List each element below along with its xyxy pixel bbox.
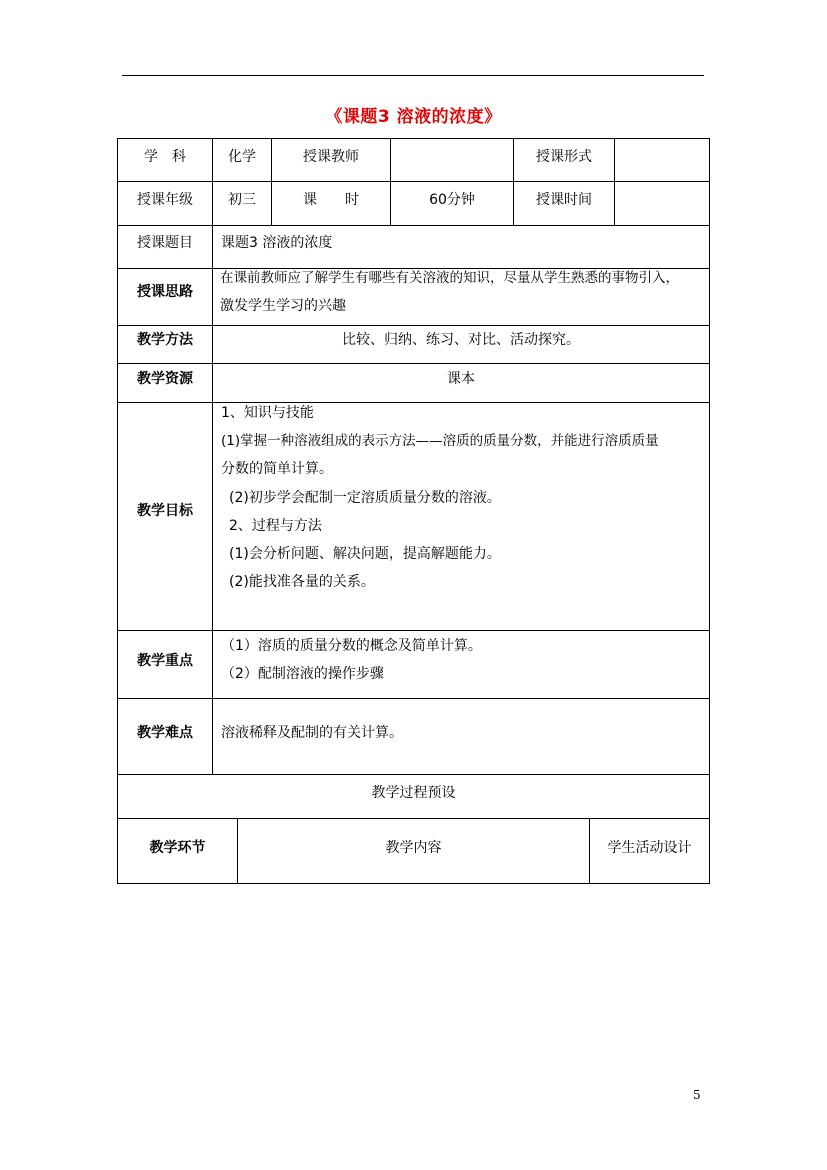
key-line: （2）配制溶液的操作步骤 bbox=[221, 666, 384, 682]
topic-label: 授课题目 bbox=[137, 235, 193, 251]
document-title: 《课题3 溶液的浓度》 bbox=[325, 107, 502, 127]
form-label: 授课形式 bbox=[536, 149, 592, 165]
goals-line: 1、知识与技能 bbox=[221, 405, 314, 421]
grade-label: 授课年级 bbox=[137, 192, 193, 208]
hours-label: 课 时 bbox=[303, 192, 359, 208]
resource-label: 教学资源 bbox=[137, 371, 193, 387]
teacher-label: 授课教师 bbox=[303, 149, 359, 165]
resource-value: 课本 bbox=[447, 371, 475, 387]
goals-label: 教学目标 bbox=[137, 503, 193, 519]
goals-line: 2、过程与方法 bbox=[229, 518, 322, 534]
key-label: 教学重点 bbox=[137, 653, 193, 669]
page-number: 5 bbox=[693, 1088, 701, 1102]
idea-line-1: 在课前教师应了解学生有哪些有关溶液的知识，尽量从学生熟悉的事物引入， bbox=[220, 270, 679, 286]
idea-line-2: 激发学生学习的兴趣 bbox=[220, 298, 346, 314]
subject-value: 化学 bbox=[228, 149, 256, 165]
goals-line: (2)初步学会配制一定溶质质量分数的溶液。 bbox=[229, 490, 501, 506]
difficulty-value: 溶液稀释及配制的有关计算。 bbox=[221, 725, 403, 741]
topic-value: 课题3 溶液的浓度 bbox=[221, 235, 333, 251]
col-stage-header: 教学环节 bbox=[149, 840, 206, 856]
time-label: 授课时间 bbox=[536, 192, 592, 208]
method-value: 比较、归纳、练习、对比、活动探究。 bbox=[342, 332, 580, 348]
process-header: 教学过程预设 bbox=[371, 785, 456, 801]
col-student-header: 学生活动设计 bbox=[607, 840, 692, 856]
goals-line: 分数的简单计算。 bbox=[221, 461, 333, 477]
method-label: 教学方法 bbox=[137, 332, 193, 348]
key-line: （1）溶质的质量分数的概念及简单计算。 bbox=[221, 638, 482, 654]
col-content-header: 教学内容 bbox=[385, 840, 442, 856]
subject-label: 学 科 bbox=[144, 149, 186, 165]
idea-label: 授课思路 bbox=[137, 284, 193, 300]
goals-line: (1)会分析问题、解决问题，提高解题能力。 bbox=[229, 546, 501, 562]
difficulty-label: 教学难点 bbox=[137, 725, 193, 741]
goals-line: (1)掌握一种溶液组成的表示方法——溶质的质量分数，并能进行溶质质量 bbox=[221, 433, 659, 449]
hours-value: 60分钟 bbox=[429, 192, 475, 208]
goals-line: (2)能找准各量的关系。 bbox=[229, 574, 375, 590]
grade-value: 初三 bbox=[228, 192, 256, 208]
